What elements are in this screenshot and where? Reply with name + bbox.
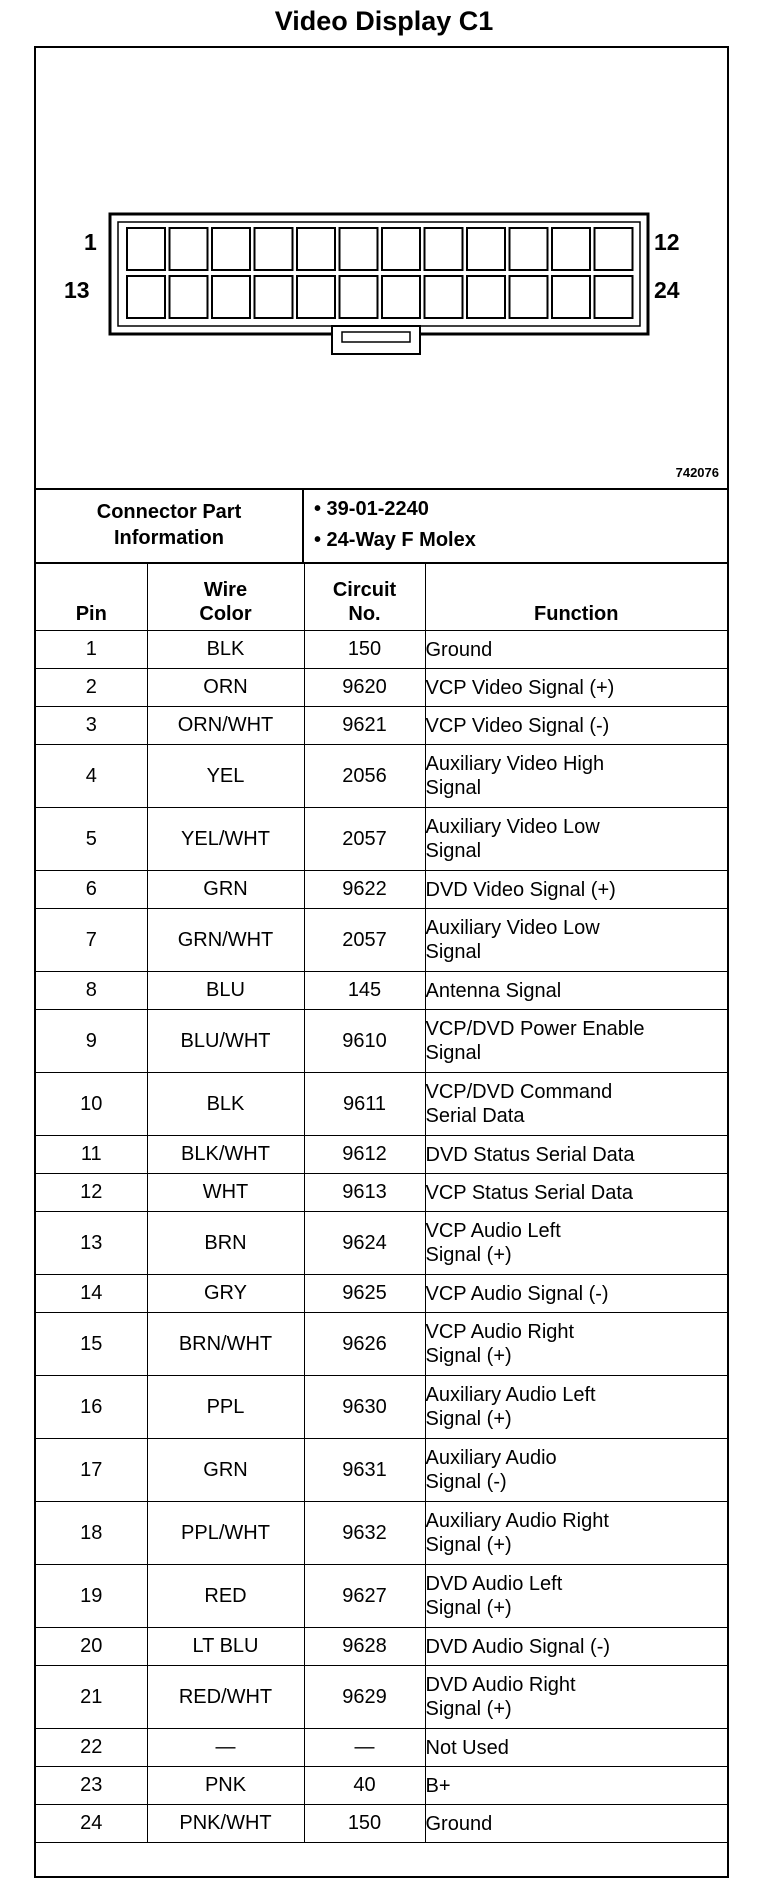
- wire-color-cell: BLU/WHT: [147, 1010, 304, 1073]
- circuit-cell: 9611: [304, 1073, 425, 1136]
- table-row: [36, 1010, 727, 1073]
- table-row: [36, 1136, 727, 1174]
- table-row: [36, 1502, 727, 1565]
- wire-color-cell: ORN: [147, 669, 304, 707]
- pin-cell: 23: [36, 1767, 147, 1805]
- pin-label-top-right: 12: [654, 229, 680, 255]
- header-pin: Pin: [36, 562, 147, 631]
- connector-part-number: • 39-01-2240: [314, 498, 429, 520]
- table-row: [36, 1666, 727, 1729]
- pin-cavity: [297, 276, 335, 318]
- pin-cell: 14: [36, 1275, 147, 1313]
- pin-cavity: [425, 228, 463, 270]
- pin-cell: 4: [36, 745, 147, 808]
- diagram-reference-number: 742076: [675, 465, 719, 480]
- wire-color-cell: GRN/WHT: [147, 909, 304, 972]
- wire-color-cell: GRN: [147, 1439, 304, 1502]
- function-cell: [425, 1174, 727, 1212]
- table-row: [36, 1073, 727, 1136]
- pin-cell: 13: [36, 1212, 147, 1275]
- function-cell: [425, 1628, 727, 1666]
- wire-color-cell: —: [147, 1729, 304, 1767]
- function-line: Auxiliary Audio Right: [425, 1510, 609, 1532]
- function-line: DVD Audio Right: [425, 1674, 576, 1696]
- table-row: [36, 1628, 727, 1666]
- function-line: Serial Data: [425, 1105, 525, 1127]
- circuit-cell: 150: [304, 1805, 425, 1843]
- pin-cavity: [340, 228, 378, 270]
- pin-cavity: [340, 276, 378, 318]
- circuit-cell: 9629: [304, 1666, 425, 1729]
- wire-color-cell: BLU: [147, 972, 304, 1010]
- function-line: Signal (-): [425, 1471, 507, 1493]
- function-line: Signal: [425, 1042, 482, 1064]
- wire-color-cell: GRN: [147, 871, 304, 909]
- pin-cavity: [510, 276, 548, 318]
- function-cell: [425, 1376, 727, 1439]
- circuit-cell: 9627: [304, 1565, 425, 1628]
- circuit-cell: 9632: [304, 1502, 425, 1565]
- circuit-cell: —: [304, 1729, 425, 1767]
- pin-cell: 22: [36, 1729, 147, 1767]
- function-cell: [425, 745, 727, 808]
- pin-cell: 10: [36, 1073, 147, 1136]
- function-line: Signal: [425, 777, 482, 799]
- pin-cavity: [127, 276, 165, 318]
- circuit-cell: 40: [304, 1767, 425, 1805]
- pin-cavity: [552, 276, 590, 318]
- wire-color-cell: YEL: [147, 745, 304, 808]
- table-row: [36, 1313, 727, 1376]
- pin-cell: 6: [36, 871, 147, 909]
- function-cell: [425, 1136, 727, 1174]
- pin-cell: 20: [36, 1628, 147, 1666]
- circuit-cell: 150: [304, 631, 425, 669]
- table-row: [36, 631, 727, 669]
- function-cell: [425, 1073, 727, 1136]
- pin-cell: 24: [36, 1805, 147, 1843]
- connector-info-label-line2: Information: [114, 527, 224, 549]
- wire-color-cell: BRN/WHT: [147, 1313, 304, 1376]
- function-line: VCP Status Serial Data: [425, 1181, 634, 1204]
- wire-color-cell: BLK: [147, 1073, 304, 1136]
- table-row: [36, 1439, 727, 1502]
- function-line: Signal: [425, 941, 482, 963]
- function-cell: [425, 631, 727, 669]
- pin-cavity: [170, 228, 208, 270]
- page-title: Video Display C1: [274, 6, 494, 36]
- function-cell: [425, 1212, 727, 1275]
- function-cell: [425, 707, 727, 745]
- header-wire-color: Wire Color: [147, 562, 304, 631]
- function-line: Ground: [425, 1812, 493, 1835]
- function-line: Auxiliary Audio: [425, 1447, 557, 1469]
- pin-cavity: [467, 276, 505, 318]
- connector-description: • 24-Way F Molex: [314, 529, 476, 551]
- function-line: Not Used: [425, 1736, 509, 1759]
- wire-color-cell: LT BLU: [147, 1628, 304, 1666]
- circuit-cell: 9612: [304, 1136, 425, 1174]
- function-cell: [425, 1502, 727, 1565]
- circuit-cell: 9626: [304, 1313, 425, 1376]
- circuit-cell: 9630: [304, 1376, 425, 1439]
- pin-cavity: [170, 276, 208, 318]
- function-line: DVD Audio Signal (-): [425, 1635, 611, 1658]
- pinout-table: [36, 562, 727, 1843]
- pin-cavity: [382, 228, 420, 270]
- table-row: [36, 1805, 727, 1843]
- pin-cavity: [382, 276, 420, 318]
- wire-color-cell: BLK/WHT: [147, 1136, 304, 1174]
- function-line: Signal (+): [425, 1244, 512, 1266]
- pin-cavity: [297, 228, 335, 270]
- function-cell: [425, 1666, 727, 1729]
- function-cell: [425, 909, 727, 972]
- connector-drawing: [36, 48, 727, 488]
- function-cell: [425, 972, 727, 1010]
- table-row: [36, 871, 727, 909]
- table-row: [36, 1767, 727, 1805]
- circuit-cell: 9625: [304, 1275, 425, 1313]
- table-row: [36, 1729, 727, 1767]
- pin-cavity: [255, 276, 293, 318]
- pin-cell: 12: [36, 1174, 147, 1212]
- function-line: DVD Audio Left: [425, 1573, 563, 1595]
- pin-cavity: [467, 228, 505, 270]
- wire-color-cell: PNK: [147, 1767, 304, 1805]
- table-row: [36, 1212, 727, 1275]
- wire-color-cell: ORN/WHT: [147, 707, 304, 745]
- circuit-cell: 2057: [304, 909, 425, 972]
- connector-info-label: [36, 488, 304, 562]
- pin-label-top-left: 1: [84, 229, 97, 255]
- function-line: Auxiliary Video High: [425, 753, 605, 775]
- connector-part-information: [36, 488, 727, 564]
- pin-cell: 17: [36, 1439, 147, 1502]
- pin-cell: 18: [36, 1502, 147, 1565]
- circuit-cell: 9610: [304, 1010, 425, 1073]
- pin-cavity: [212, 276, 250, 318]
- connector-frame: [34, 46, 729, 1878]
- function-line: VCP Audio Left: [425, 1220, 561, 1242]
- pin-cell: 1: [36, 631, 147, 669]
- table-row: [36, 669, 727, 707]
- function-line: VCP/DVD Power Enable: [425, 1018, 645, 1040]
- function-cell: [425, 1010, 727, 1073]
- function-line: VCP Video Signal (-): [425, 714, 610, 737]
- function-cell: [425, 871, 727, 909]
- function-line: B+: [425, 1774, 451, 1797]
- table-row: [36, 707, 727, 745]
- function-line: VCP Audio Signal (-): [425, 1282, 609, 1305]
- function-cell: [425, 669, 727, 707]
- wire-color-cell: PPL/WHT: [147, 1502, 304, 1565]
- function-line: Signal (+): [425, 1345, 512, 1367]
- circuit-cell: 9622: [304, 871, 425, 909]
- table-row: [36, 1565, 727, 1628]
- pin-cavity: [255, 228, 293, 270]
- function-line: VCP/DVD Command: [425, 1081, 613, 1103]
- function-cell: [425, 1313, 727, 1376]
- table-row: [36, 808, 727, 871]
- function-line: Signal (+): [425, 1408, 512, 1430]
- function-line: DVD Status Serial Data: [425, 1143, 635, 1166]
- pin-cell: 11: [36, 1136, 147, 1174]
- pin-cell: 7: [36, 909, 147, 972]
- pin-cell: 3: [36, 707, 147, 745]
- wire-color-cell: WHT: [147, 1174, 304, 1212]
- function-line: Antenna Signal: [425, 979, 562, 1002]
- wire-color-cell: PNK/WHT: [147, 1805, 304, 1843]
- function-line: DVD Video Signal (+): [425, 878, 616, 901]
- pin-cavity: [212, 228, 250, 270]
- pin-cavity: [127, 228, 165, 270]
- function-cell: [425, 808, 727, 871]
- table-row: [36, 909, 727, 972]
- circuit-cell: 9613: [304, 1174, 425, 1212]
- function-cell: [425, 1439, 727, 1502]
- function-cell: [425, 1565, 727, 1628]
- pin-cell: 2: [36, 669, 147, 707]
- pin-cavity: [552, 228, 590, 270]
- pin-cell: 15: [36, 1313, 147, 1376]
- pin-cell: 8: [36, 972, 147, 1010]
- function-line: Auxiliary Audio Left: [425, 1384, 596, 1406]
- pin-cell: 5: [36, 808, 147, 871]
- circuit-cell: 9628: [304, 1628, 425, 1666]
- pin-cavity: [510, 228, 548, 270]
- function-line: VCP Audio Right: [425, 1321, 575, 1343]
- pin-label-bottom-right: 24: [654, 277, 680, 303]
- circuit-cell: 145: [304, 972, 425, 1010]
- wire-color-cell: RED: [147, 1565, 304, 1628]
- table-row: [36, 1174, 727, 1212]
- connector-diagram: [36, 48, 727, 490]
- wire-color-cell: BLK: [147, 631, 304, 669]
- pin-cell: 16: [36, 1376, 147, 1439]
- pin-cavity: [595, 276, 633, 318]
- header-circuit-no: Circuit No.: [304, 562, 425, 631]
- wire-color-cell: RED/WHT: [147, 1666, 304, 1729]
- pin-cell: 9: [36, 1010, 147, 1073]
- circuit-cell: 2056: [304, 745, 425, 808]
- wire-color-cell: GRY: [147, 1275, 304, 1313]
- header-function: Function: [425, 562, 727, 631]
- pin-cell: 21: [36, 1666, 147, 1729]
- function-cell: [425, 1767, 727, 1805]
- table-row: [36, 972, 727, 1010]
- table-row: [36, 1376, 727, 1439]
- wire-color-cell: BRN: [147, 1212, 304, 1275]
- table-row: [36, 745, 727, 808]
- pinout-header-row: [36, 562, 727, 631]
- wire-color-cell: YEL/WHT: [147, 808, 304, 871]
- function-line: VCP Video Signal (+): [425, 676, 615, 699]
- function-line: Auxiliary Video Low: [425, 917, 600, 939]
- circuit-cell: 9631: [304, 1439, 425, 1502]
- circuit-cell: 9624: [304, 1212, 425, 1275]
- function-line: Signal: [425, 840, 482, 862]
- function-line: Auxiliary Video Low: [425, 816, 600, 838]
- pin-cavity: [595, 228, 633, 270]
- pin-cavity: [425, 276, 463, 318]
- circuit-cell: 2057: [304, 808, 425, 871]
- pin-label-bottom-left: 13: [64, 277, 90, 303]
- circuit-cell: 9620: [304, 669, 425, 707]
- function-cell: [425, 1805, 727, 1843]
- function-line: Signal (+): [425, 1597, 512, 1619]
- connector-info-values: [314, 494, 476, 556]
- function-line: Signal (+): [425, 1534, 512, 1556]
- pin-cell: 19: [36, 1565, 147, 1628]
- function-line: Ground: [425, 638, 493, 661]
- connector-info-label-line1: Connector Part: [96, 501, 242, 523]
- table-row: [36, 1275, 727, 1313]
- function-line: Signal (+): [425, 1698, 512, 1720]
- function-cell: [425, 1729, 727, 1767]
- function-cell: [425, 1275, 727, 1313]
- wire-color-cell: PPL: [147, 1376, 304, 1439]
- circuit-cell: 9621: [304, 707, 425, 745]
